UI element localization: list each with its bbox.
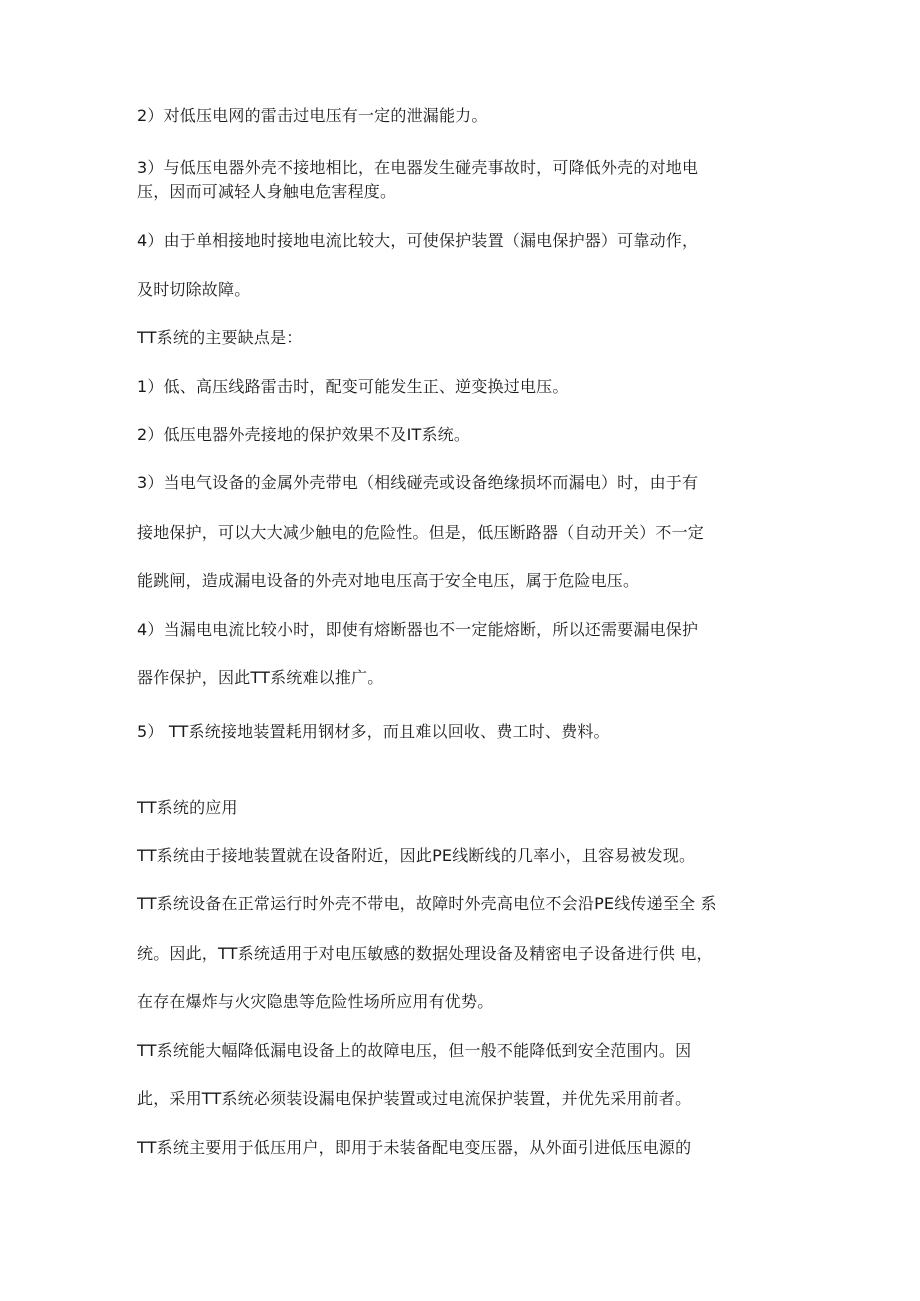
application-heading: TT系统的应用 [137, 798, 238, 817]
disadvantage-5-line: 5） TT系统接地装置耗用钢材多，而且难以回收、费工时、费料。 [137, 722, 610, 741]
application-line-1: TT系统由于接地装置就在设备附近，因此PE线断线的几率小，且容易被发现。 [137, 846, 696, 865]
advantage-4-line-2: 及时切除故障。 [137, 280, 251, 299]
application-line-7: TT系统主要用于低压用户，即用于未装备配电变压器，从外面引进低压电源的 [137, 1138, 692, 1157]
disadvantage-2-line: 2）低压电器外壳接地的保护效果不及IT系统。 [137, 425, 471, 444]
disadvantages-heading: TT系统的主要缺点是： [137, 328, 303, 347]
application-line-3: 统。因此，TT系统适用于对电压敏感的数据处理设备及精密电子设备进行供 电， [137, 944, 713, 963]
advantage-3-line-1: 3）与低压电器外壳不接地相比，在电器发生碰壳事故时，可降低外壳的对地电 [137, 158, 699, 177]
disadvantage-1-line: 1）低、高压线路雷击时，配变可能发生正、逆变换过电压。 [137, 377, 569, 396]
advantage-4-line-1: 4）由于单相接地时接地电流比较大，可使保护装置（漏电保护器）可靠动作， [137, 231, 699, 250]
application-line-4: 在存在爆炸与火灾隐患等危险性场所应用有优势。 [137, 992, 494, 1011]
application-line-5: TT系统能大幅降低漏电设备上的故障电压，但一般不能降低到安全范围内。因 [137, 1041, 692, 1060]
application-line-2: TT系统设备在正常运行时外壳不带电，故障时外壳高电位不会沿PE线传递至全 系 [137, 894, 717, 913]
disadvantage-4-line-1: 4）当漏电电流比较小时，即使有熔断器也不一定能熔断，所以还需要漏电保护 [137, 620, 699, 639]
disadvantage-3-line-2: 接地保护，可以大大减少触电的危险性。但是，低压断路器（自动开关）不一定 [137, 523, 705, 542]
disadvantage-4-line-2: 器作保护，因此TT系统难以推广。 [137, 668, 384, 687]
advantage-2-line: 2）对低压电网的雷击过电压有一定的泄漏能力。 [137, 106, 488, 125]
disadvantage-3-line-1: 3）当电气设备的金属外壳带电（相线碰壳或设备绝缘损坏而漏电）时，由于有 [137, 473, 699, 492]
application-line-6: 此，采用TT系统必须装设漏电保护装置或过电流保护装置，并优先采用前者。 [137, 1089, 692, 1108]
advantage-3-line-2: 压，因而可减轻人身触电危害程度。 [137, 182, 397, 201]
disadvantage-3-line-3: 能跳闸，造成漏电设备的外壳对地电压高于安全电压，属于危险电压。 [137, 571, 640, 590]
